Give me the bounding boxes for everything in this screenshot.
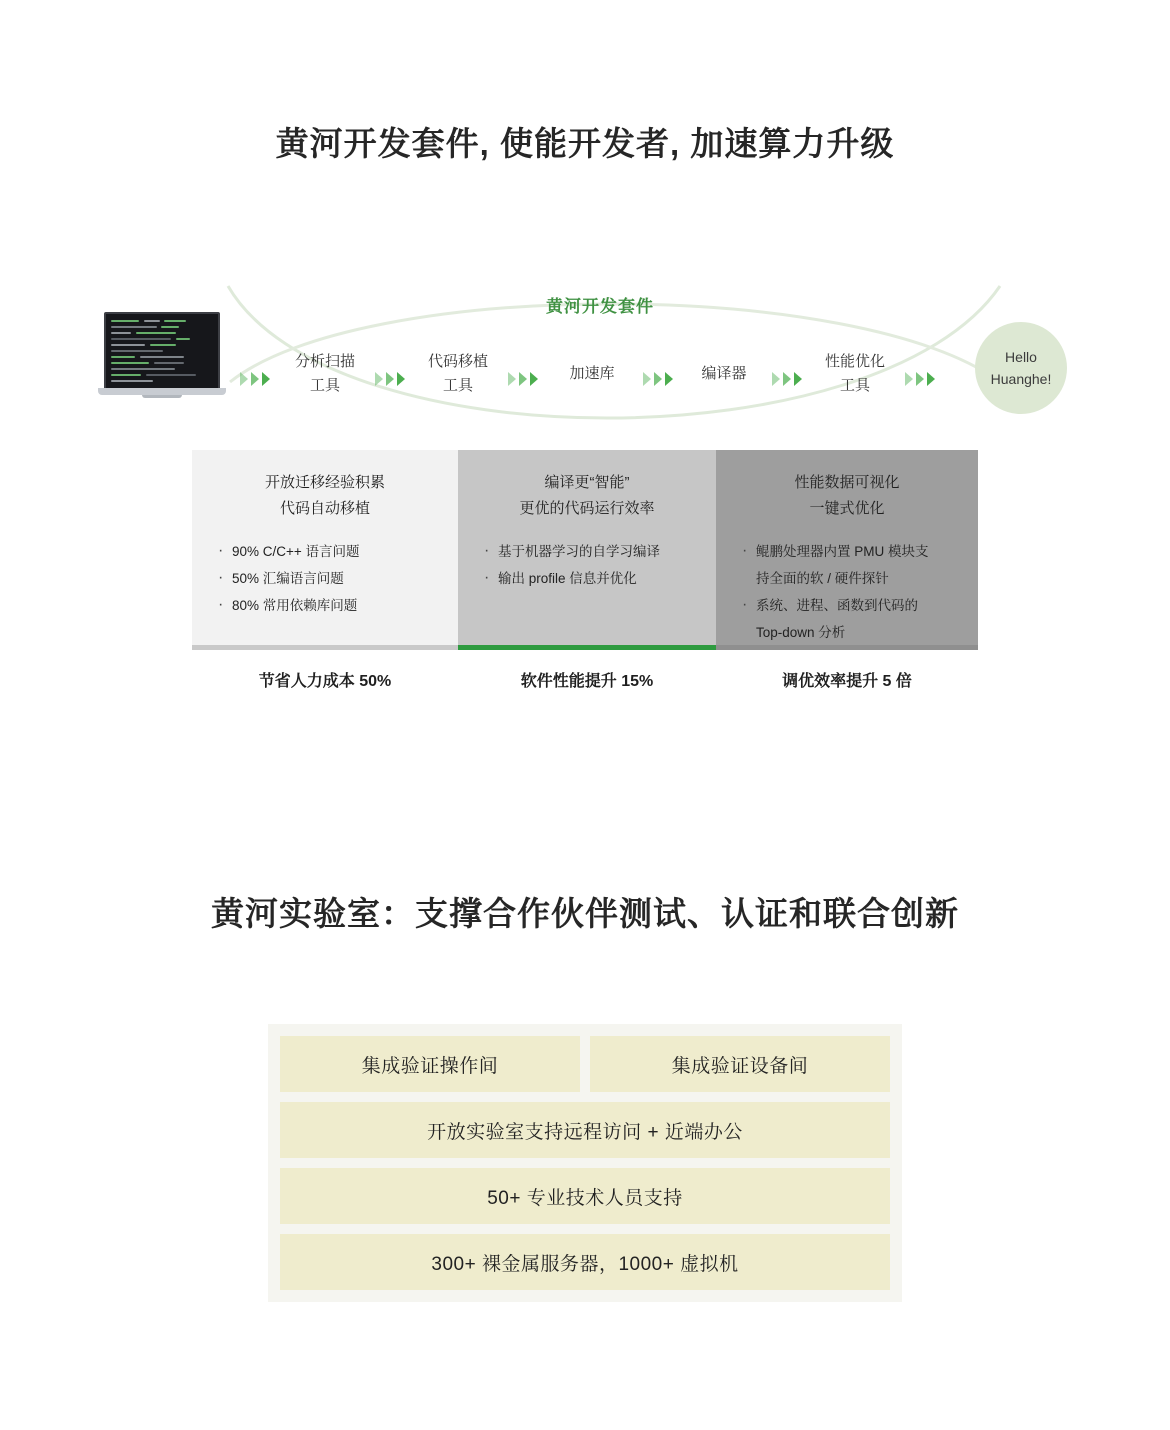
panel-underbars bbox=[192, 645, 978, 650]
flow-step-5 bbox=[795, 350, 915, 398]
flow-diagram bbox=[0, 270, 1170, 460]
feature-panel-1 bbox=[192, 450, 458, 645]
lab-cell-servers: 300+ 裸金属服务器，1000+ 虚拟机 bbox=[280, 1234, 890, 1290]
laptop-screen bbox=[104, 312, 220, 390]
panel-caption-2: 软件性能提升 15% bbox=[520, 673, 654, 690]
panel-caption-1: 节省人力成本 50% bbox=[258, 673, 392, 690]
flow-step-3-line1: 加速库 bbox=[569, 365, 615, 382]
lab-cell-ops-room: 集成验证操作间 bbox=[280, 1036, 580, 1092]
list-item-line2: Top-down 分析 bbox=[756, 625, 846, 640]
flow-step-4-line1: 编译器 bbox=[701, 365, 747, 382]
section2-title: 黄河实验室：支撑合作伙伴测试、认证和联合创新 bbox=[211, 895, 959, 932]
lab-row-4 bbox=[280, 1234, 890, 1290]
lab-row-1 bbox=[280, 1036, 890, 1092]
endpoint-line2: Huanghe! bbox=[990, 371, 1052, 387]
section1-title: 黄河开发套件, 使能开发者, 加速算力升级 bbox=[275, 125, 895, 162]
flow-step-4 bbox=[664, 362, 784, 386]
list-item bbox=[740, 538, 954, 592]
laptop-base bbox=[98, 388, 226, 395]
feature-panel-1-list bbox=[216, 538, 434, 619]
flow-step-2-line1: 代码移植 bbox=[427, 353, 488, 370]
lab-row-2 bbox=[280, 1102, 890, 1158]
list-item: · 基于机器学习的自学习编译 bbox=[482, 538, 692, 565]
lab-cell-remote-access: 开放实验室支持远程访问 + 近端办公 bbox=[280, 1102, 890, 1158]
panel-underbar-1 bbox=[192, 645, 458, 650]
list-item-line1: 系统、进程、函数到代码的 bbox=[756, 598, 918, 613]
panel-captions bbox=[192, 668, 978, 691]
flow-step-3 bbox=[532, 362, 652, 386]
feature-panel-1-heading-line1: 开放迁移经验积累 bbox=[264, 474, 385, 491]
flow-step-1-line1: 分析扫描 bbox=[294, 353, 355, 370]
endpoint-badge bbox=[975, 322, 1067, 414]
feature-panels bbox=[192, 450, 978, 645]
flow-step-5-line1: 性能优化 bbox=[824, 353, 885, 370]
list-item: · 90% C/C++ 语言问题 bbox=[216, 538, 434, 565]
list-item-line1: 鲲鹏处理器内置 PMU 模块支 bbox=[756, 544, 929, 559]
feature-panel-2-heading bbox=[482, 470, 692, 522]
panel-underbar-2 bbox=[458, 645, 716, 650]
flow-step-1 bbox=[265, 350, 385, 398]
list-item bbox=[740, 592, 954, 646]
flow-step-1-line2: 工具 bbox=[309, 377, 340, 394]
panel-caption-3: 调优效率提升 5 倍 bbox=[782, 673, 912, 690]
lab-row-3 bbox=[280, 1168, 890, 1224]
flow-step-5-line2: 工具 bbox=[839, 377, 870, 394]
feature-panel-2-list bbox=[482, 538, 692, 592]
feature-panel-3-heading bbox=[740, 470, 954, 522]
list-item-line2: 持全面的软 / 硬件探针 bbox=[756, 571, 889, 586]
feature-panel-2-heading-line2: 更优的代码运行效率 bbox=[519, 500, 655, 517]
feature-panel-3-heading-line2: 一键式优化 bbox=[809, 500, 885, 517]
feature-panel-1-heading bbox=[216, 470, 434, 522]
list-item: · 输出 profile 信息并优化 bbox=[482, 565, 692, 592]
endpoint-line1: Hello bbox=[1005, 349, 1037, 365]
lab-cell-staff-support: 50+ 专业技术人员支持 bbox=[280, 1168, 890, 1224]
feature-panel-2-heading-line1: 编译更“智能” bbox=[544, 474, 630, 491]
list-item: · 80% 常用依赖库问题 bbox=[216, 592, 434, 619]
list-item: · 50% 汇编语言问题 bbox=[216, 565, 434, 592]
flow-step-2 bbox=[398, 350, 518, 398]
laptop-foot bbox=[142, 395, 182, 398]
laptop-illustration bbox=[98, 312, 226, 404]
flow-step-2-line2: 工具 bbox=[442, 377, 473, 394]
lab-cell-device-room: 集成验证设备间 bbox=[590, 1036, 890, 1092]
panel-underbar-3 bbox=[716, 645, 978, 650]
feature-panel-3 bbox=[716, 450, 978, 645]
feature-panel-1-heading-line2: 代码自动移植 bbox=[279, 500, 370, 517]
feature-panel-3-heading-line1: 性能数据可视化 bbox=[794, 474, 900, 491]
feature-panel-3-list bbox=[740, 538, 954, 646]
feature-panel-2 bbox=[458, 450, 716, 645]
suite-label: 黄河开发套件 bbox=[546, 297, 654, 316]
lab-capability-table bbox=[268, 1024, 902, 1302]
